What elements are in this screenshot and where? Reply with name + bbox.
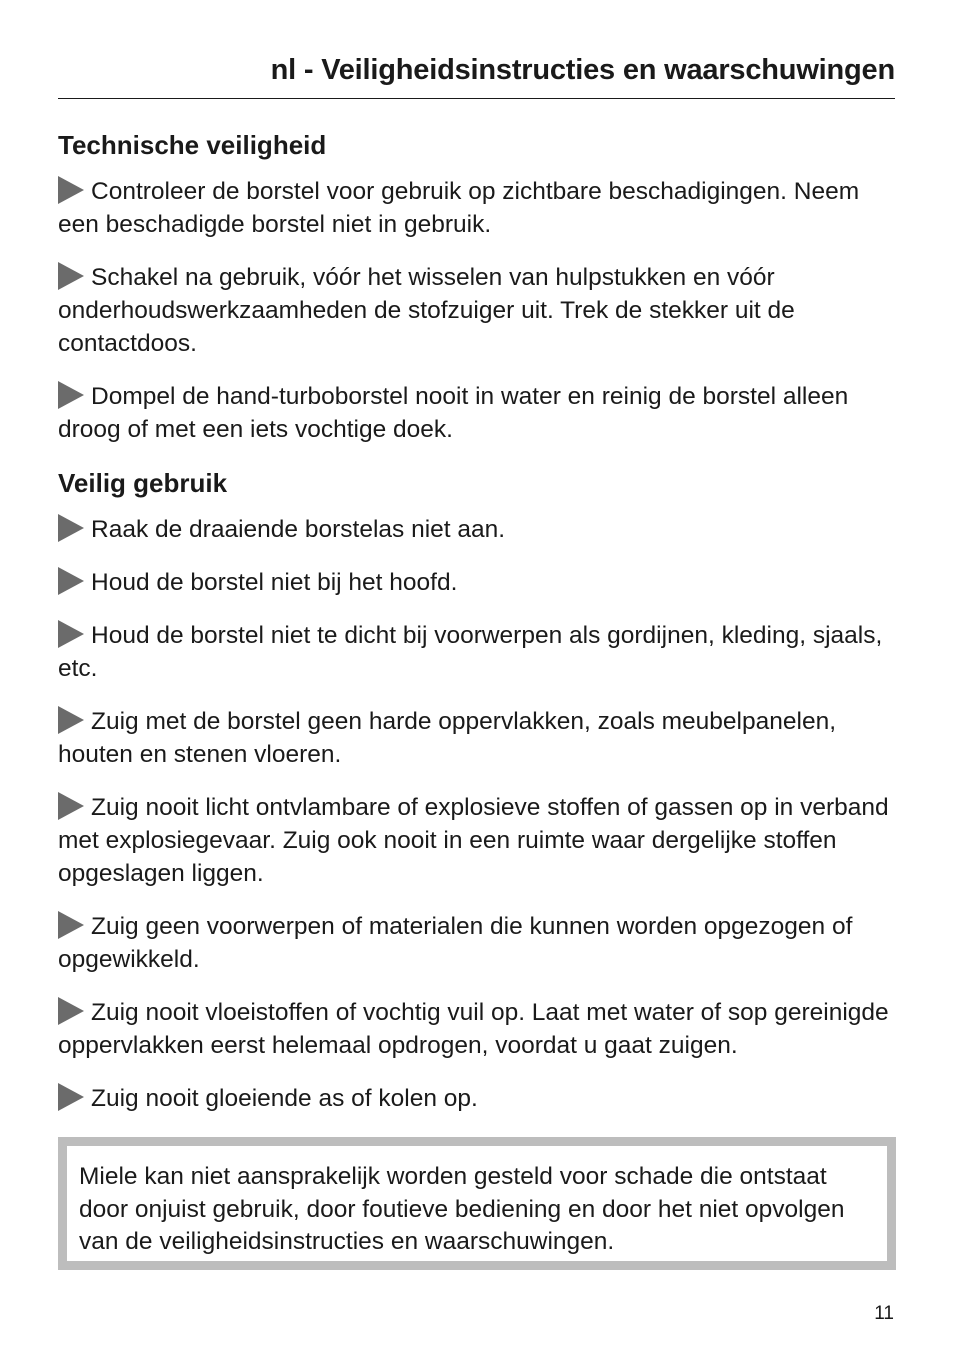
instruction-text: Zuig nooit vloeistoffen of vochtig vuil op. Laat met water of sop gereinigde oppervlakken eerst helemaal opdrogen, voordat u gaat zuigen. xyxy=(58,999,889,1059)
page-header xyxy=(58,52,895,99)
safety-instruction xyxy=(58,791,895,890)
instruction-text: Zuig geen voorwerpen of materialen die kunnen worden opgezogen of opgewikkeld. xyxy=(58,913,853,973)
instruction-text: Schakel na gebruik, vóór het wisselen van hulpstukken en vóór onderhoudswerkzaamheden de stofzuiger uit. Trek de stekker uit de contactdoos. xyxy=(58,264,795,357)
page-number: 11 xyxy=(874,1303,894,1324)
triangle-right-icon xyxy=(58,262,84,290)
safety-instruction xyxy=(58,261,895,360)
triangle-right-icon xyxy=(58,567,84,595)
instruction-text: Zuig nooit licht ontvlambare of explosieve stoffen of gassen op in verband met explosiegevaar. Zuig ook nooit in een ruimte waar dergelijke stoffen opgeslagen liggen. xyxy=(58,794,889,887)
triangle-right-icon xyxy=(58,706,84,734)
section-heading-safe-use: Veilig gebruik xyxy=(58,468,228,498)
safety-instruction xyxy=(58,380,895,446)
instruction-text: Houd de borstel niet bij het hoofd. xyxy=(91,569,458,596)
safety-instruction xyxy=(58,513,895,546)
triangle-right-icon xyxy=(58,911,84,939)
safety-instruction xyxy=(58,705,895,771)
instruction-text: Zuig nooit gloeiende as of kolen op. xyxy=(91,1085,478,1112)
page-title: nl - Veiligheidsinstructies en waarschuwingen xyxy=(270,54,895,86)
triangle-right-icon xyxy=(58,1083,84,1111)
instruction-text: Raak de draaiende borstelas niet aan. xyxy=(91,516,506,543)
triangle-right-icon xyxy=(58,176,84,204)
document-body xyxy=(58,122,895,1135)
safety-instruction xyxy=(58,996,895,1062)
safety-instruction xyxy=(58,619,895,685)
safety-instruction xyxy=(58,175,895,241)
triangle-right-icon xyxy=(58,792,84,820)
triangle-right-icon xyxy=(58,381,84,409)
triangle-right-icon xyxy=(58,514,84,542)
triangle-right-icon xyxy=(58,620,84,648)
triangle-right-icon xyxy=(58,997,84,1025)
section-heading-technical-safety: Technische veiligheid xyxy=(58,130,327,160)
instruction-text: Zuig met de borstel geen harde oppervlakken, zoals meubelpanelen, houten en stenen vloeren. xyxy=(58,708,837,768)
safety-instruction xyxy=(58,1082,895,1115)
liability-notice-box xyxy=(58,1137,896,1270)
instruction-text: Houd de borstel niet te dicht bij voorwerpen als gordijnen, kleding, sjaals, etc. xyxy=(58,622,883,682)
safety-instruction xyxy=(58,910,895,976)
instruction-text: Controleer de borstel voor gebruik op zichtbare beschadigingen. Neem een beschadigde borstel niet in gebruik. xyxy=(58,178,860,238)
safety-instruction xyxy=(58,566,895,599)
liability-notice-text: Miele kan niet aansprakelijk worden gesteld voor schade die ontstaat door onjuist gebruik, door foutieve bediening en door het niet opvolgen van de veiligheidsinstructies en waarschuwingen. xyxy=(79,1163,845,1255)
instruction-text: Dompel de hand-turboborstel nooit in water en reinig de borstel alleen droog of met een iets vochtige doek. xyxy=(58,383,849,443)
